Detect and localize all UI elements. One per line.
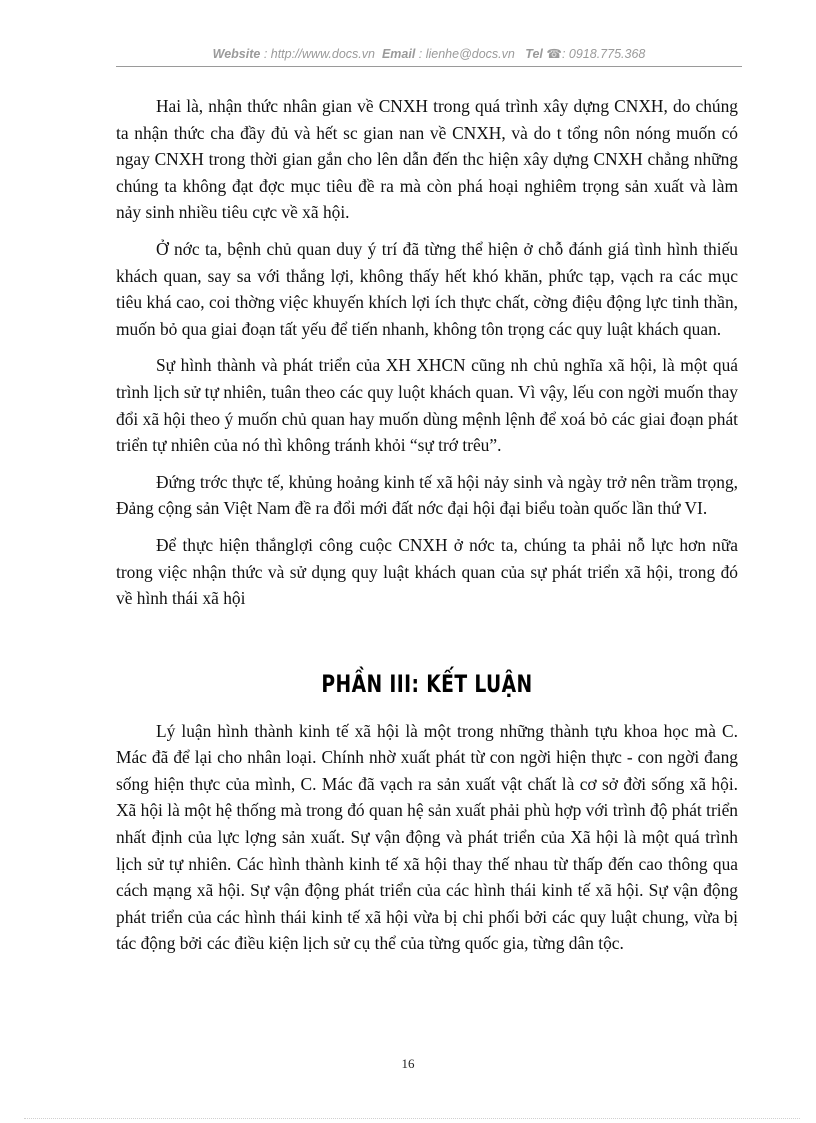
website-value: : http://www.docs.vn	[263, 47, 375, 61]
paragraph: Sự hình thành và phát triển của XH XHCN cũng nh chủ nghĩa xã hội, là một quá trình lịch sử tự nhiên, tuân theo các quy luột khách quan. Vì vậy, lếu con ngời muốn thay đổi xã hội theo ý muốn chủ quan hay muốn dùng mệnh lệnh để xoá bỏ các giai đoạn phát triển tự nhiên của nó thì không tránh khỏi “sự trớ trêu”.	[116, 355, 738, 456]
section-heading: PHẦN III: KẾT LUẬN	[321, 669, 533, 698]
telephone-icon: ☎	[546, 47, 562, 61]
paragraph: Ở nớc ta, bệnh chủ quan duy ý trí đã từng thể hiện ở chỗ đánh giá tình hình thiếu khách quan, say sa với thắng lợi, không thấy hết khó khăn, phức tạp, vạch ra các mục tiêu khá cao, coi thờng việc khuyến khích lợi ích thực chất, cờng điệu động lực tinh thần, muốn bỏ qua giai đoạn tất yếu để tiến nhanh, không tôn trọng các quy luật khách quan.	[116, 238, 738, 339]
tel-label: Tel	[525, 47, 543, 61]
page-header	[116, 46, 742, 66]
website-label: Website	[212, 47, 261, 61]
paragraph: Để thực hiện thắnglợi công cuộc CNXH ở nớc ta, chúng ta phải nỗ lực hơn nữa trong việc nhận thức và sử dụng quy luật khách quan của sự phát triển xã hội, trong đó về hình thái xã hội	[116, 534, 738, 609]
paragraph: Hai là, nhận thức nhân gian về CNXH trong quá trình xây dựng CNXH, do chúng ta nhận thức cha đầy đủ và hết sc gian nan về CNXH, và do t tổng nôn nóng muốn có ngay CNXH trong thời gian gắn cho lên dẫn đến thc hiện xây dựng CNXH chẳng những chúng ta không đạt đợc mục tiêu đề ra mà còn phá hoại nghiêm trọng sản xuất và làm nảy sinh nhiều tiêu cực về xã hội.	[116, 96, 738, 223]
footer-divider	[24, 1118, 800, 1119]
email-value: : lienhe@docs.vn	[418, 47, 515, 61]
email-label: Email	[381, 47, 416, 61]
page-number: 16	[401, 1056, 415, 1071]
paragraph: Đứng trớc thực tế, khủng hoảng kinh tế xã hội nảy sinh và ngày trở nên trầm trọng, Đảng cộng sản Việt Nam đề ra đổi mới đất nớc đại hội đại biểu toàn quốc lần thứ VI.	[116, 471, 738, 519]
paragraph: Lý luận hình thành kinh tế xã hội là một trong những thành tựu khoa học mà C. Mác đã để lại cho nhân loại. Chính nhờ xuất phát từ con ngời hiện thực - con ngời đang sống hiện thực của mình, C. Mác đã vạch ra sản xuất vật chất là cơ sở đời sống xã hội. Xã hội là một hệ thống mà trong đó quan hệ sản xuất phải phù hợp với trình độ phát triển nhất định của lực lợng sản xuất. Sự vận động và phát triển của Xã hội là một quá trình lịch sử tự nhiên. Các hình thành kinh tế xã hội thay thế nhau từ thấp đến cao thông qua cách mạng xã hội. Sự vận động phát triển của các hình thái kinh tế xã hội. Sự vận động phát triển của các hình thái kinh tế xã hội vừa bị chi phối bởi các quy luật chung, vừa bị tác động bởi các điều kiện lịch sử cụ thể của từng quốc gia, từng dân tộc.	[116, 720, 738, 954]
document-body	[116, 93, 738, 967]
header-divider	[116, 66, 742, 67]
tel-value: : 0918.775.368	[561, 47, 646, 61]
